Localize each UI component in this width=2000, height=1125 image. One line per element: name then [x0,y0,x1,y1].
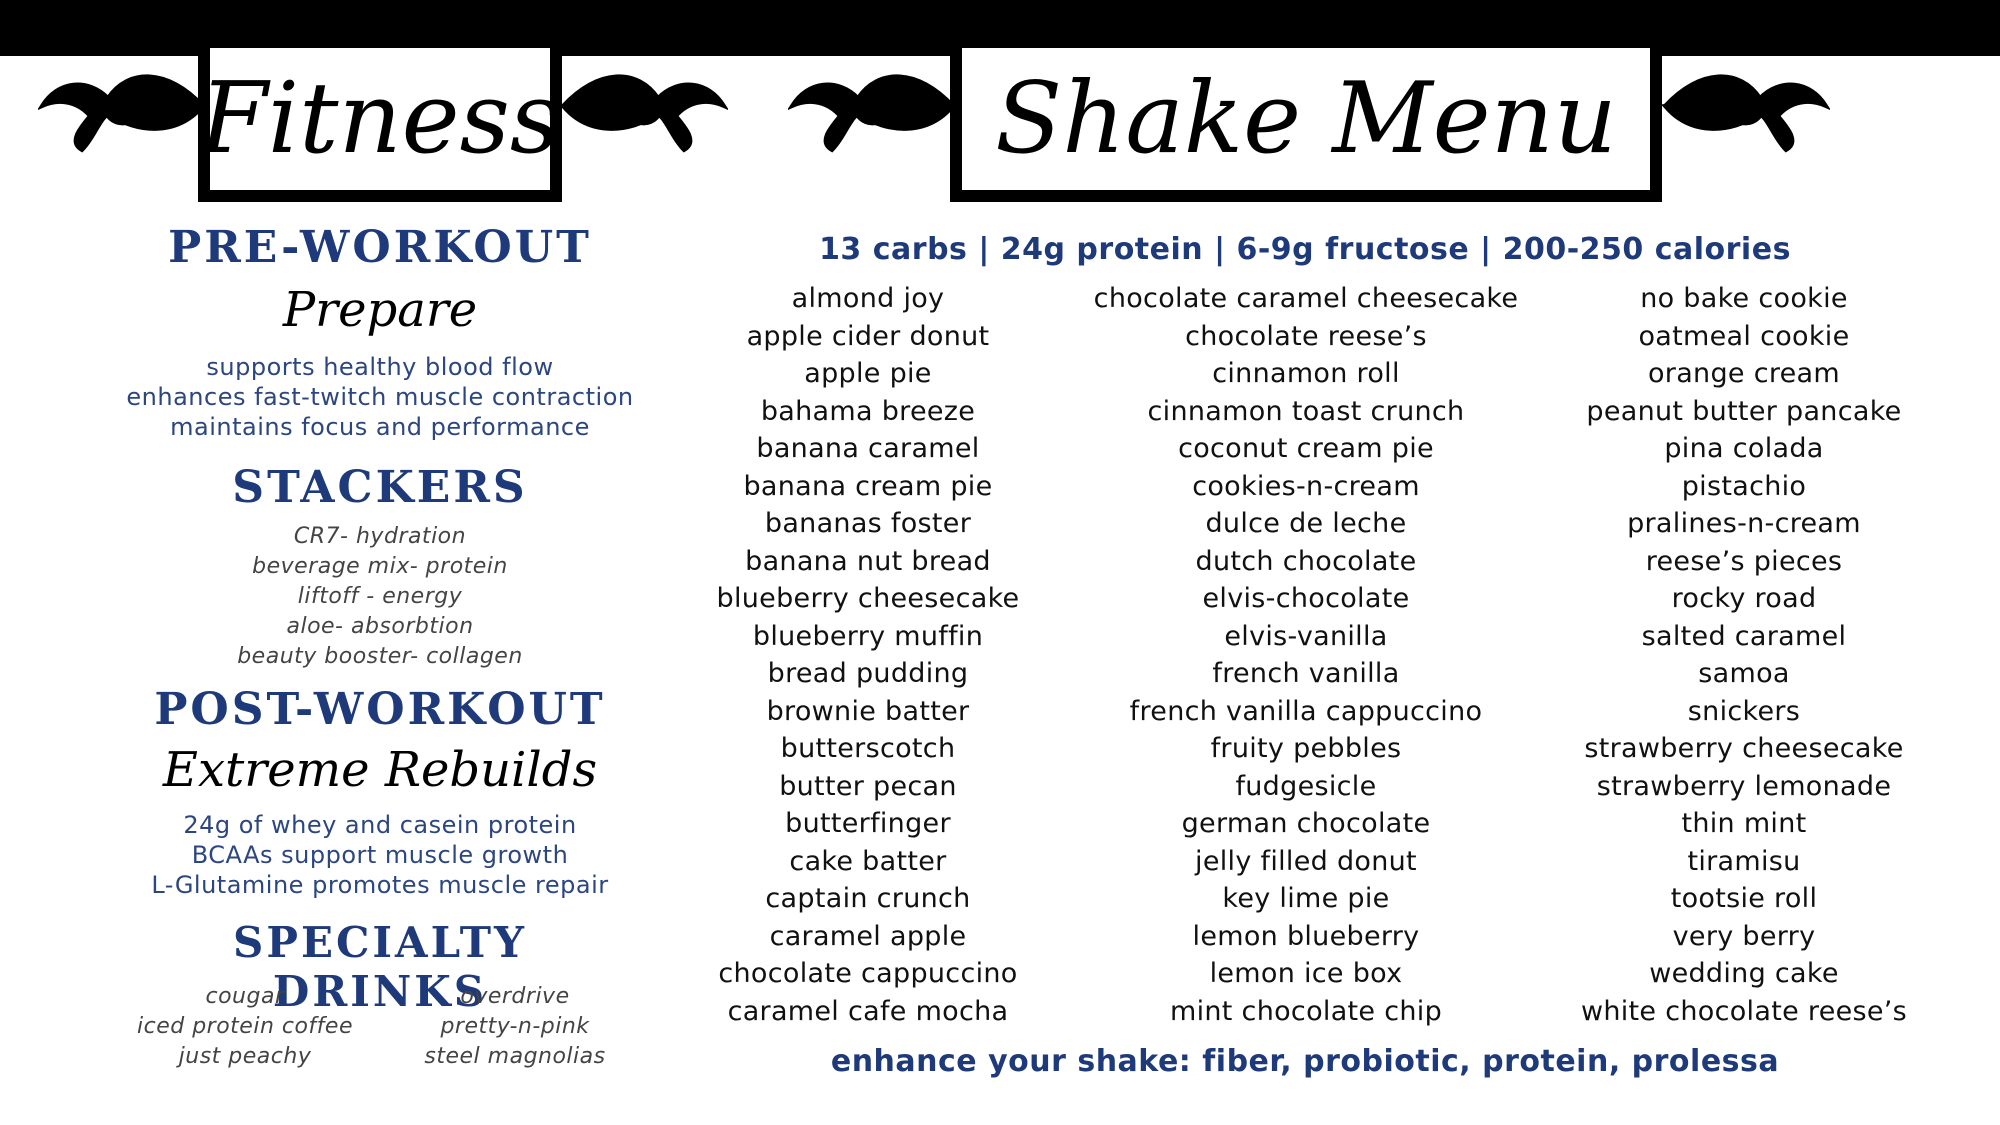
flavor-item: apple pie [804,358,932,389]
stackers-list [120,522,640,672]
flavor-item: rocky road [1671,583,1817,614]
flavor-item: very berry [1672,920,1816,952]
stacker-item: CR7- hydration [293,524,467,549]
flavor-item: fudgesicle [1235,770,1377,802]
flourish-icon [788,58,958,154]
flavor-item: thin mint [1681,808,1807,839]
flavor-item: caramel apple [769,920,967,952]
specialty-item: steel magnolias [424,1044,606,1069]
flavor-item: strawberry lemonade [1596,770,1892,802]
flavor-item: reese’s pieces [1645,545,1843,577]
flavor-item: pina colada [1664,433,1824,464]
flavor-item: white chocolate reese’s [1580,995,1908,1027]
post-workout-heading: POST-WORKOUT [154,684,606,735]
flavor-item: orange cream [1647,358,1841,389]
flavor-column-1 [648,280,1088,1030]
enhance-shake-line: enhance your shake: fiber, probiotic, protein, prolessa [830,1044,1780,1079]
stacker-item: liftoff - energy [297,584,463,609]
flavor-item: captain crunch [765,883,971,914]
flavor-item: elvis-chocolate [1202,583,1410,614]
flavor-item: banana nut bread [745,545,991,577]
specialty-item: overdrive [460,984,570,1009]
flavor-column-3 [1524,280,1964,1030]
flavor-item: fruity pebbles [1210,733,1402,764]
flavor-item: chocolate cappuccino [718,958,1018,989]
benefit-line: 24g of whey and casein protein [183,811,577,839]
flavor-item: mint chocolate chip [1169,995,1443,1027]
flavor-item: elvis-vanilla [1224,620,1388,652]
prepare-product-name: Prepare [282,282,478,338]
shake-menu-title: Shake Menu [950,36,1662,202]
flavor-item: banana cream pie [743,470,993,502]
flourish-icon [558,58,728,154]
flavor-item: peanut butter pancake [1586,395,1902,427]
flavor-item: oatmeal cookie [1638,320,1850,352]
flourish-icon [1660,58,1830,154]
flavor-item: bahama breeze [760,395,976,427]
specialty-item: just peachy [178,1044,312,1069]
extreme-rebuilds-product-name: Extreme Rebuilds [162,742,598,798]
stacker-item: beauty booster- collagen [237,644,523,669]
flavor-item: cookies-n-cream [1192,470,1420,502]
flavor-item: chocolate caramel cheesecake [1093,283,1519,314]
pre-workout-benefits [120,352,640,442]
flavor-item: tootsie roll [1670,883,1818,914]
flavor-item: strawberry cheesecake [1584,733,1904,764]
specialty-item: pretty-n-pink [440,1014,590,1039]
benefit-line: maintains focus and performance [170,413,590,441]
flavor-item: bananas foster [764,508,972,539]
flavor-item: cinnamon roll [1212,358,1400,389]
benefit-line: supports healthy blood flow [206,353,554,381]
flavor-item: bread pudding [767,658,969,689]
flavor-item: cake batter [789,845,947,877]
specialty-item: cougar [205,984,285,1009]
fitness-title: Fitness [198,36,562,202]
flavor-item: german chocolate [1181,808,1431,839]
flavor-item: tiramisu [1687,845,1801,877]
specialty-drinks-heading: SPECIALTY DRINKS [233,918,527,1016]
flavor-column-2 [1086,280,1526,1030]
flavor-item: coconut cream pie [1178,433,1434,464]
flavor-item: salted caramel [1641,620,1847,652]
flavor-item: banana caramel [756,433,980,464]
benefit-line: BCAAs support muscle growth [191,841,569,869]
flavor-item: dutch chocolate [1195,545,1417,577]
flourish-icon [38,58,208,154]
post-workout-benefits [120,810,640,900]
macros-line: 13 carbs | 24g protein | 6-9g fructose | 200-250 calories [819,232,1791,267]
flavor-item: blueberry cheesecake [716,583,1020,614]
specialty-drinks-left [120,982,370,1072]
flavor-item: brownie batter [766,695,970,727]
flavor-item: no bake cookie [1640,283,1848,314]
flavor-item: french vanilla [1212,658,1400,689]
flavor-item: almond joy [791,283,945,314]
flavor-item: lemon blueberry [1192,920,1420,952]
flavor-item: lemon ice box [1209,958,1403,989]
flavor-item: cinnamon toast crunch [1147,395,1465,427]
flavor-item: butterfinger [785,808,951,839]
benefit-line: L-Glutamine promotes muscle repair [151,871,609,899]
stacker-item: beverage mix- protein [252,554,508,579]
flavor-item: key lime pie [1222,883,1390,914]
flavor-item: apple cider donut [746,320,990,352]
flavor-item: caramel cafe mocha [727,995,1009,1027]
flavor-item: pistachio [1681,470,1807,502]
stackers-heading: STACKERS [232,462,528,513]
specialty-item: iced protein coffee [137,1014,353,1039]
flavor-item: french vanilla cappuccino [1129,695,1483,727]
flavor-item: jelly filled donut [1195,845,1417,877]
stacker-item: aloe- absorbtion [286,614,474,639]
specialty-drinks-right [390,982,640,1072]
flavor-item: wedding cake [1649,958,1839,989]
flavor-item: snickers [1687,695,1801,727]
pre-workout-heading: PRE-WORKOUT [168,222,592,273]
benefit-line: enhances fast-twitch muscle contraction [126,383,634,411]
flavor-item: blueberry muffin [752,620,984,652]
flavor-item: pralines-n-cream [1627,508,1861,539]
flavor-item: chocolate reese’s [1185,320,1427,352]
flavor-item: butterscotch [780,733,956,764]
flavor-item: dulce de leche [1205,508,1407,539]
flavor-item: butter pecan [779,770,957,802]
flavor-item: samoa [1698,658,1790,689]
